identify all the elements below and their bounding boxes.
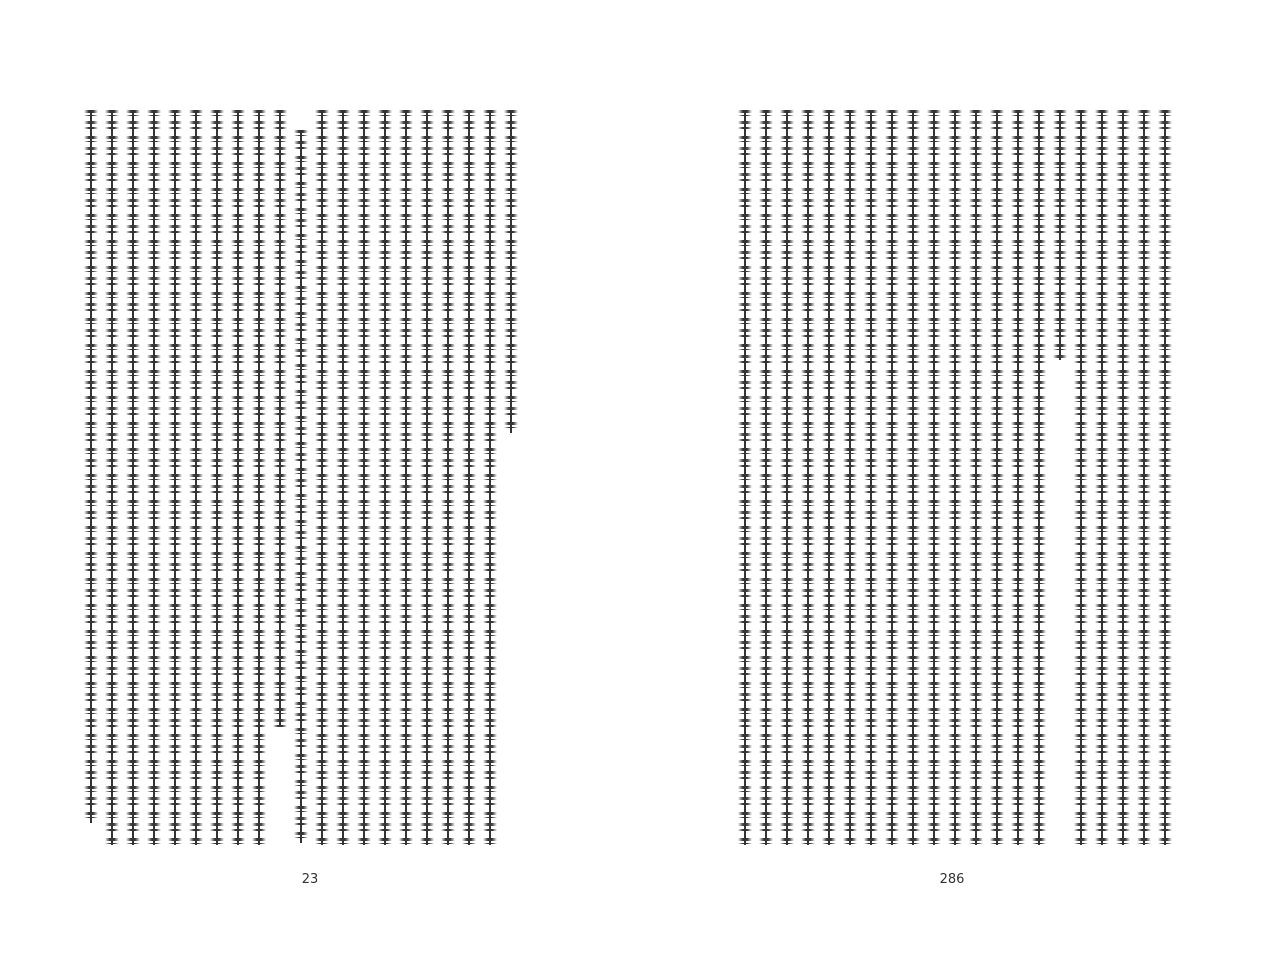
text-column bbox=[780, 110, 794, 845]
text-column bbox=[1053, 110, 1067, 360]
text-column bbox=[822, 110, 836, 845]
right-text-block bbox=[732, 110, 1177, 845]
text-column bbox=[294, 130, 308, 843]
text-column bbox=[273, 110, 287, 727]
text-column bbox=[462, 110, 476, 845]
text-column bbox=[969, 110, 983, 845]
text-column bbox=[126, 110, 140, 845]
text-column bbox=[1011, 110, 1025, 845]
text-column bbox=[105, 110, 119, 845]
text-column bbox=[483, 110, 497, 845]
text-column bbox=[885, 110, 899, 845]
text-column bbox=[864, 110, 878, 845]
text-column bbox=[504, 110, 518, 433]
text-column bbox=[843, 110, 857, 845]
page-number: 286 bbox=[939, 872, 965, 887]
text-column bbox=[1032, 110, 1046, 845]
text-column bbox=[927, 110, 941, 845]
text-column bbox=[1095, 110, 1109, 845]
text-column bbox=[399, 110, 413, 845]
text-column bbox=[189, 110, 203, 845]
text-column bbox=[441, 110, 455, 845]
text-column bbox=[315, 110, 329, 845]
text-column bbox=[231, 110, 245, 845]
text-column bbox=[378, 110, 392, 845]
text-column bbox=[420, 110, 434, 845]
text-column bbox=[147, 110, 161, 845]
left-page bbox=[0, 0, 632, 978]
text-column bbox=[210, 110, 224, 845]
text-column bbox=[336, 110, 350, 845]
text-column bbox=[1137, 110, 1151, 845]
text-column bbox=[738, 110, 752, 845]
text-column bbox=[948, 110, 962, 845]
text-column bbox=[801, 110, 815, 845]
page-number: 23 bbox=[301, 872, 319, 887]
text-column bbox=[84, 110, 98, 823]
right-page bbox=[632, 0, 1265, 978]
text-column bbox=[1158, 110, 1172, 845]
text-column bbox=[1074, 110, 1088, 845]
text-column bbox=[1116, 110, 1130, 845]
text-column bbox=[906, 110, 920, 845]
text-column bbox=[252, 110, 266, 845]
text-column bbox=[357, 110, 371, 845]
text-column bbox=[168, 110, 182, 845]
left-text-block bbox=[78, 110, 523, 845]
text-column bbox=[990, 110, 1004, 845]
text-column bbox=[759, 110, 773, 845]
